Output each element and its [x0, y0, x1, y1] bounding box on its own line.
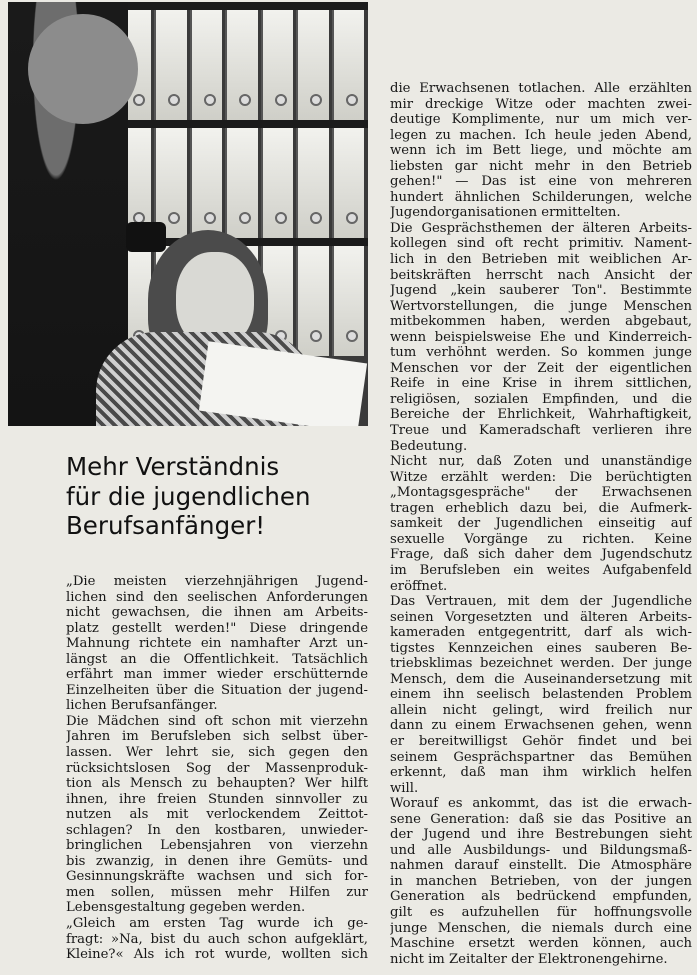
text-line: erkennt, daß man ihm wirklich helfen	[390, 765, 692, 781]
text-line: Treue und Kameradschaft verlieren ihre	[390, 423, 692, 439]
binder	[225, 128, 258, 238]
text-line: „Die meisten vierzehnjährigen Jugend-	[66, 574, 368, 589]
text-line: sene Generation: daß sie das Positive an	[390, 811, 692, 827]
text-line: triebsklimas bezeichnet werden. Der junge	[390, 656, 692, 672]
text-line: religiösen, sozialen Empfinden, und die	[390, 391, 692, 407]
text-line: kollegen sind oft recht primitiv. Nament-	[390, 236, 692, 252]
text-line: seinen Vorgesetzten und älteren Arbeits-	[390, 609, 692, 625]
text-line: fragt: »Na, bist du auch schon aufgeklärt,	[66, 931, 368, 947]
text-line: Kleine?« Als ich rot wurde, wollten sich	[66, 947, 368, 963]
text-line: schlagen? In den kostbaren, unwieder-	[66, 822, 368, 838]
text-line: nicht gewachsen, die ihnen am Arbeits-	[66, 605, 368, 621]
text-line: samkeit der Jugendlichen einseitig auf	[390, 516, 692, 532]
text-line: hundert ähnlichen Schilderungen, welche	[390, 189, 692, 205]
text-line: Bereiche der Ehrlichkeit, Wahrhaftigkeit,	[390, 407, 692, 423]
text-line: Jahren im Berufsleben sich selbst über-	[66, 729, 368, 745]
text-line: die Erwachsenen totlachen. Alle erzählten	[390, 81, 692, 96]
article-photo	[8, 2, 368, 426]
binder	[225, 10, 258, 120]
headline-line: Mehr Verständnis	[66, 452, 280, 481]
text-line: mir dreckige Witze oder machten zwei-	[390, 96, 692, 112]
text-line: Die Mädchen sind oft schon mit vierzehn	[66, 713, 368, 729]
text-line: Jugendorganisationen ermittelten.	[390, 205, 621, 221]
binder	[261, 10, 294, 120]
text-line: und alle Ausbildungs- und Bildungsmaß-	[390, 842, 692, 858]
man-head	[28, 14, 138, 124]
binder	[261, 128, 294, 238]
text-line: Generation als bedrückend empfunden,	[390, 889, 692, 905]
text-line: tigstes Kennzeichen eines sauberen Be-	[390, 640, 692, 656]
text-line: nicht im Zeitalter der Elektronengehirne.	[390, 951, 668, 967]
text-line: Reife in eine Krise in ihrem sittlichen,	[390, 376, 692, 392]
text-line: wenn beispielsweise Ehe und Kinderreich-	[390, 329, 692, 345]
text-line: in manchen Betrieben, von der jungen	[390, 873, 692, 889]
text-line: deutige Komplimente, nur um mich ver-	[390, 112, 692, 128]
text-line: längst an die Öffentlichkeit. Tatsächlich	[66, 651, 368, 667]
text-line: Wertvorstellungen, die junge Menschen	[390, 298, 692, 314]
text-line: Frage, daß sich daher dem Jugendschutz	[390, 547, 692, 563]
article-column-right	[390, 81, 692, 967]
text-line: gehen!" — Das ist eine von mehreren	[390, 174, 692, 190]
text-line: nutzen als mit verlockendem Zeittot-	[66, 807, 368, 823]
text-line: im Berufsleben ein weites Aufgabenfeld	[390, 562, 692, 578]
text-line: ihnen, ihre freien Stunden sinnvoller zu	[66, 791, 368, 807]
binder	[332, 10, 365, 120]
text-line: Einzelheiten über die Situation der jugend-	[66, 682, 368, 698]
binder	[332, 128, 365, 238]
text-line: Maschine ersetzt werden können, auch	[390, 936, 692, 952]
text-line: Jugend „kein sauberer Ton". Bestimmte	[390, 283, 692, 299]
binder	[154, 10, 187, 120]
text-line: der Jugend und ihre Bestrebungen sieht	[390, 827, 692, 843]
article-column-left	[66, 574, 368, 963]
text-line: tum verhöhnt werden. So kommen junge	[390, 345, 692, 361]
text-line: lich in den Betrieben mit weiblichen Ar-	[390, 252, 692, 268]
headline-line: Berufsanfänger!	[66, 511, 266, 540]
text-line: legen zu machen. Ich heule jeden Abend,	[390, 127, 692, 143]
text-line: lichen sind den seelischen Anforderungen	[66, 589, 368, 605]
text-line: kameraden entgegentritt, darf als wich-	[390, 625, 692, 641]
text-line: einem ihn seelisch belastenden Problem	[390, 687, 692, 703]
text-line: Menschen vor der Zeit der eigentlichen	[390, 360, 692, 376]
text-line: liebsten gar nicht mehr in den Betrieb	[390, 158, 692, 174]
text-line: Mensch, dem die Auseinandersetzung mit	[390, 671, 692, 687]
binder	[296, 10, 329, 120]
article-headline	[66, 452, 356, 541]
text-line: Das Vertrauen, mit dem der Jugendliche	[390, 594, 692, 610]
binder	[190, 128, 223, 238]
text-line: er bereitwilligst Gehör findet und bei	[390, 733, 692, 749]
binder	[296, 128, 329, 238]
text-line: junge Menschen, die niemals durch eine	[390, 920, 692, 936]
text-line: will.	[390, 780, 419, 796]
text-line: beitskräften herrscht nach Ansicht der	[390, 267, 692, 283]
text-line: erfährt man immer wieder erschütternde	[66, 667, 368, 683]
text-line: eröffnet.	[390, 578, 448, 594]
text-line: bis zwanzig, in denen ihre Gemüts- und	[66, 853, 368, 869]
text-line: wenn ich im Bett liege, und möchte am	[390, 143, 692, 159]
text-line: dann zu einem Erwachsenen gehen, wenn	[390, 718, 692, 734]
text-line: Lebensgestaltung gegeben werden.	[66, 900, 306, 916]
headline-line: für die jugendlichen	[66, 481, 311, 511]
text-line: Bedeutung.	[390, 438, 468, 454]
text-line: nahmen darauf einstellt. Die Atmosphäre	[390, 858, 692, 874]
telephone-icon	[126, 222, 166, 252]
binder	[332, 246, 365, 356]
text-line: gilt es aufzuhellen für hoffnungsvolle	[390, 904, 692, 920]
text-line: Die Gesprächsthemen der älteren Arbeits-	[390, 220, 692, 236]
text-line: Witze erzählt werden: Die berüchtigten	[390, 469, 692, 485]
text-line: allein nicht gelingt, wird freilich nur	[390, 702, 692, 718]
text-line: „Gleich am ersten Tag wurde ich ge-	[66, 916, 368, 932]
text-line: tragen erheblich dazu bei, die Aufmerk-	[390, 500, 692, 516]
text-line: tion als Mensch zu behaupten? Wer hilft	[66, 776, 368, 792]
text-line: bringlichen Lebensjahren von vierzehn	[66, 838, 368, 854]
text-line: men sollen, müssen mehr Hilfen zur	[66, 884, 368, 900]
text-line: Mahnung richtete ein namhafter Arzt un-	[66, 636, 368, 652]
text-line: Nicht nur, daß Zoten und unanständige	[390, 454, 692, 470]
text-line: Worauf es ankommt, das ist die erwach-	[390, 796, 692, 812]
text-line: „Montagsgespräche" der Erwachsenen	[390, 485, 692, 501]
text-line: mitbekommen haben, werden abgebaut,	[390, 314, 692, 330]
text-line: lassen. Wer lehrt sie, sich gegen den	[66, 745, 368, 761]
binder	[296, 246, 329, 356]
text-line: Gesinnungskräfte wachsen und sich for-	[66, 869, 368, 885]
text-line: rücksichtslosen Sog der Massenproduk-	[66, 760, 368, 776]
text-line: platz gestellt werden!" Diese dringende	[66, 620, 368, 636]
binder	[190, 10, 223, 120]
text-line: seinem Gesprächspartner das Bemühen	[390, 749, 692, 765]
text-line: lichen Berufsanfänger.	[66, 698, 218, 714]
text-line: sexuelle Vorgänge zu richten. Keine	[390, 531, 692, 547]
